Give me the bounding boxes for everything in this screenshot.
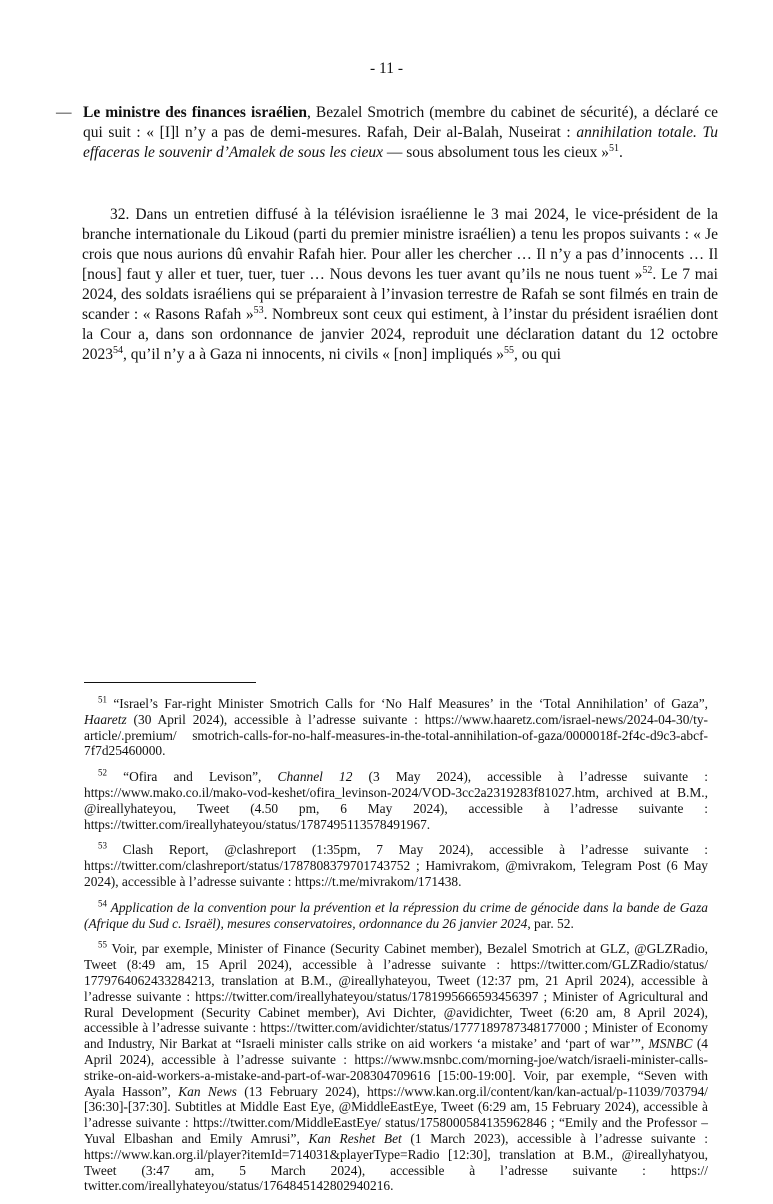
- quote-text: .: [619, 144, 623, 161]
- footnote-italic: Application de la convention pour la prévention et la répression du crime de génocide dans la bande de Gaza (Afrique du Sud c. Israël), mesures conservatoires, ordonnance du 26 janvier 2024: [84, 899, 708, 931]
- paragraph-text: . Nombreux sont ceux qui estiment, à l’instar du président israélien dont la Cour a, dans son ordonnance de janvier 2024, reproduit une déclaration datant du 12 octobre 2023: [82, 306, 718, 363]
- footnote-number: 54: [98, 898, 107, 909]
- footnote-italic: Kan News: [178, 1083, 237, 1099]
- footnote-ref: 51: [609, 142, 620, 154]
- footnote-number: 53: [98, 840, 107, 851]
- footnote-51: [84, 696, 708, 759]
- footnote-italic: MSNBC: [648, 1036, 693, 1052]
- quote-text: — sous absolument tous les cieux »: [383, 144, 610, 161]
- footnote-ref: 55: [503, 344, 514, 356]
- paragraph-text: , qu’il n’y a à Gaza ni innocents, ni civils « [non] impliqués »: [123, 346, 504, 363]
- footnote-text: “Ofira and Levison”,: [107, 769, 278, 785]
- footnote-text: “Israel’s Far-right Minister Smotrich Calls for ‘No Half Measures’ in the ‘Total Annihilation’ of Gaza”,: [107, 696, 708, 711]
- footnote-55: [84, 941, 708, 1194]
- em-dash-bullet: —: [56, 104, 72, 121]
- footnote-53: [84, 842, 708, 889]
- quote-text: , Bezalel Smotrich (membre du cabinet de sécurité), a déclaré ce qui suit : « [I]l n’y a pas de demi-mesures. Rafah, Deir al-Balah, Nuseirat :: [83, 104, 718, 141]
- footnote-ref: 53: [253, 304, 264, 316]
- footnote-54: [84, 900, 708, 932]
- footnote-separator: [84, 682, 256, 683]
- footnote-text: Voir, par exemple, Minister of Finance (Security Cabinet member), Bezalel Smotrich at GLZ, @GLZRadio, Tweet (8:49 am, 15 April 2024), accessible à l’adresse suivante : https://twitter.com/GLZRadio/status/ 1779764062433284213, translation at B.M., @ireallyhateyou, Tweet (12:37 pm, 21 April 2024), accessible à l’adresse suivante : https://twitter.com/ireallyhateyou/status/1781995666593456397 ; Minister of Agricultural and Rural Development (Security Cabinet member), Avi Dichter, @avidichter, Tweet (6:20 am, 8 April 2024), accessible à l’adresse suivante : https://twitter.com/avidichter/status/1777189787348177000 ; Minister of Economy and Industry, Nir Barkat at “Israeli minister calls strike on aid workers ‘a mistake’ and ‘part of war’”,: [84, 941, 708, 1052]
- quote-body: [56, 103, 718, 163]
- footnote-italic: Kan Reshet Bet: [308, 1130, 402, 1146]
- footnote-ref: 52: [642, 264, 653, 276]
- quote-italic: annihilation totale. Tu effaceras le souvenir d’Amalek de sous les cieux: [83, 124, 718, 161]
- footnote-text: Clash Report, @clashreport (1:35pm, 7 May 2024), accessible à l’adresse suivante : https://twitter.com/clashreport/status/1787808379701743752 ; Hamivrakom, @mivrakom, Telegram Post (6 May 2024), accessible à l’adresse suivante : https://t.me/mivrakom/171438.: [84, 842, 708, 889]
- footnote-text: , par. 52.: [527, 915, 574, 931]
- footnote-52: [84, 769, 708, 832]
- footnote-text: (13 February 2024), https://www.kan.org.il/content/kan/kan-actual/p-11039/703794/ [36:30]-[37:30]. Subtitles at Middle East Eye, @MiddleEastEye, Tweet (6:29 am, 15 February 2024), accessible à l’adresse suivante : https://twitter.com/MiddleEastEye/ status/1758000584135962846 ; “Emily and the Professor – Yuval Elbashan and Emily Amrusi”,: [84, 1083, 709, 1146]
- paragraph-32: [82, 205, 718, 365]
- quote-paragraph: [56, 103, 718, 163]
- paragraph-text: 32. Dans un entretien diffusé à la télévision israélienne le 3 mai 2024, le vice-président de la branche internationale du Likoud (parti du premier ministre israélien) a tenu les propos suivants : « Je crois que nous aurions dû envahir Rafah hier. Pour aller les chercher … Il n’y a pas d’innocents … Il [nous] faut y aller et tuer, tuer, tuer … Nous devons les tuer avant qu’ils ne nous tuent »: [82, 206, 718, 283]
- footnotes: [84, 696, 708, 1204]
- footnote-number: 51: [98, 694, 107, 705]
- footnote-text: (30 April 2024), accessible à l’adresse suivante : https://www.haaretz.com/israel-news/2024-04-30/ty-article/.premium/ smotrich-calls-for-no-half-measures-in-the-total-annihilation-of-gaza/0000018f-2f4c-d9c3-abcf-7f7d25460000.: [84, 711, 708, 759]
- quote-speaker: Le ministre des finances israélien: [83, 104, 307, 121]
- footnote-italic: Haaretz: [84, 711, 127, 727]
- footnote-text: (1 March 2023), accessible à l’adresse suivante : https://www.kan.org.il/player?itemId=714031&playerType=Radio [12:30], translation at B.M., @ireallyhatyou, Tweet (3:47 am, 5 March 2024), accessible à l’adresse suivante : https:// twitter.com/ireallyhateyou/status/1764845142802940216.: [84, 1130, 708, 1194]
- footnote-number: 52: [98, 767, 107, 778]
- footnote-text: (3 May 2024), accessible à l’adresse suivante : https://www.mako.co.il/mako-vod-keshet/ofira_levinson-2024/VOD-3cc2a2319283f81027.htm, archived at B.M., @ireallyhateyou, Tweet (4.50 pm, 6 May 2024), accessible à l’adresse suivante : https://twitter.com/ireallyhateyou/status/1787495113578491967.: [84, 769, 708, 832]
- page-number: - 11 -: [370, 60, 403, 77]
- footnote-text: (4 April 2024), accessible à l’adresse suivante : https://www.msnbc.com/morning-joe/watch/israeli-minister-calls-strike-on-aid-workers-a-mistake-and-part-of-war-208304709616 [15:00-19:00]. Voir, par exemple, “Seven with Ayala Hasson”,: [84, 1036, 708, 1099]
- footnote-italic: Channel 12: [277, 769, 353, 785]
- footnote-ref: 54: [113, 344, 123, 356]
- paragraph-text: . Le 7 mai 2024, des soldats israéliens qui se préparaient à l’invasion terrestre de Rafah se sont filmés en train de scander : « Rasons Rafah »: [82, 266, 718, 323]
- footnote-number: 55: [98, 939, 107, 950]
- paragraph-text: , ou qui: [513, 346, 561, 363]
